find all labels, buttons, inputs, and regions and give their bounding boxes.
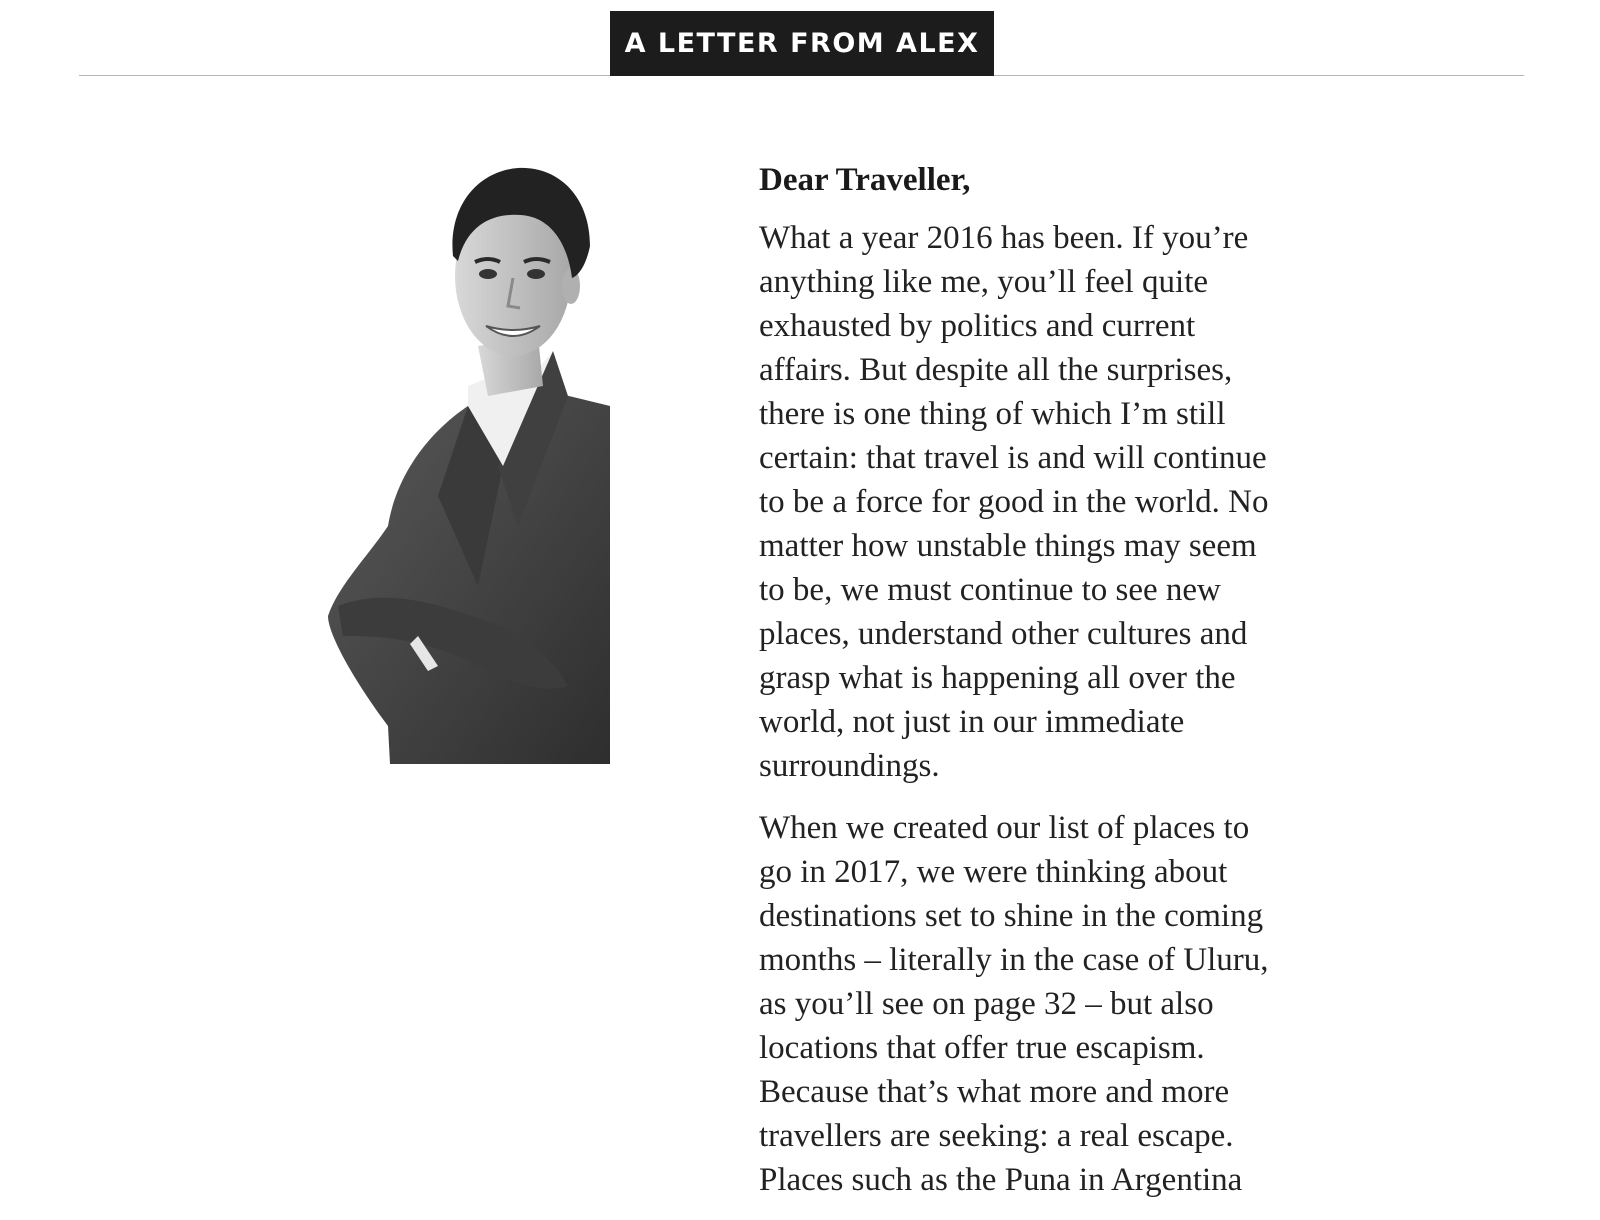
text-line: places, understand other cultures and xyxy=(759,616,1248,652)
text-line: exhausted by politics and current xyxy=(759,308,1196,344)
text-line: Places such as the Puna in Argentina xyxy=(759,1162,1243,1198)
text-line: go in 2017, we were thinking about xyxy=(759,854,1228,890)
letter-body xyxy=(759,158,1329,1220)
text-line: locations that offer true escapism. xyxy=(759,1030,1205,1066)
portrait-photo xyxy=(328,166,610,764)
text-line: anything like me, you’ll feel quite xyxy=(759,264,1209,300)
text-line: months – literally in the case of Uluru, xyxy=(759,942,1269,978)
paragraph-2 xyxy=(759,806,1329,1202)
text-line: certain: that travel is and will continue xyxy=(759,440,1267,476)
paragraph-1 xyxy=(759,216,1329,788)
text-line: to be, we must continue to see new xyxy=(759,572,1221,608)
text-line: destinations set to shine in the coming xyxy=(759,898,1264,934)
text-line: When we created our list of places to xyxy=(759,810,1250,846)
text-line: What a year 2016 has been. If you’re xyxy=(759,220,1249,256)
text-line: grasp what is happening all over the xyxy=(759,660,1236,696)
text-line: there is one thing of which I’m still xyxy=(759,396,1226,432)
text-line: matter how unstable things may seem xyxy=(759,528,1257,564)
text-line: to be a force for good in the world. No xyxy=(759,484,1269,520)
text-line: as you’ll see on page 32 – but also xyxy=(759,986,1214,1022)
salutation: Dear Traveller, xyxy=(759,162,971,198)
text-line: world, not just in our immediate xyxy=(759,704,1185,740)
text-line: Because that’s what more and more xyxy=(759,1074,1230,1110)
text-line: travellers are seeking: a real escape. xyxy=(759,1118,1234,1154)
text-line: affairs. But despite all the surprises, xyxy=(759,352,1233,388)
section-label: A LETTER FROM ALEX xyxy=(610,11,994,76)
text-line: surroundings. xyxy=(759,748,940,784)
